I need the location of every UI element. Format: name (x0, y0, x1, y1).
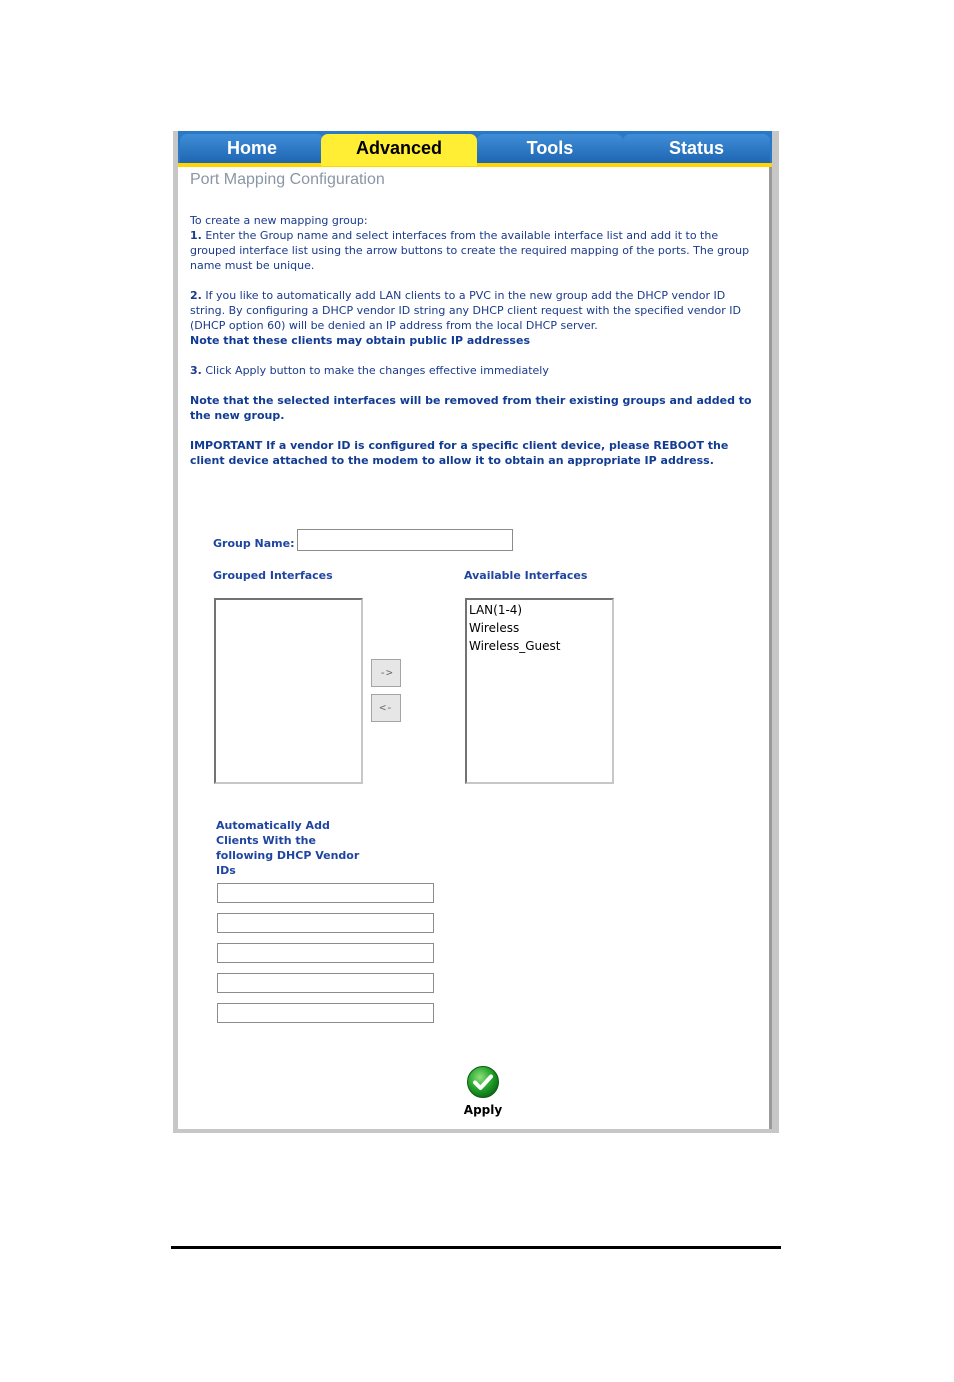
group-name-label: Group Name: (213, 537, 295, 550)
step2-number: 2. (190, 289, 202, 302)
step2-note: Note that these clients may obtain public IP addresses (190, 334, 530, 347)
tab-advanced[interactable]: Advanced (321, 134, 477, 166)
tab-status[interactable]: Status (623, 134, 770, 163)
available-interface-option[interactable]: Wireless (469, 621, 520, 635)
step3-text: Click Apply button to make the changes effective immediately (205, 364, 549, 377)
vendor-id-label: Automatically Add Clients With the following DHCP Vendor IDs (216, 819, 360, 877)
add-interface-button[interactable]: -> (371, 659, 401, 687)
intro-text: To create a new mapping group: (190, 214, 368, 227)
important-note: IMPORTANT If a vendor ID is configured for a specific client device, please REBOOT the client device attached to the modem to allow it to obtain an appropriate IP address. (190, 439, 729, 467)
step1-number: 1. (190, 229, 202, 242)
tab-home[interactable]: Home (180, 134, 324, 163)
apply-button[interactable] (463, 1065, 503, 1117)
tab-tools[interactable]: Tools (477, 134, 623, 163)
router-frame (173, 131, 779, 1133)
note-removed: Note that the selected interfaces will be removed from their existing groups and added to the new group. (190, 394, 752, 422)
available-interfaces-list[interactable] (465, 598, 614, 784)
instructions-step3 (190, 363, 755, 378)
vendor-id-input-4[interactable] (217, 973, 434, 993)
step1-text: Enter the Group name and select interfaces from the available interface list and add it to the grouped interface list using the arrow buttons to create the required mapping of the ports. The group name must be unique. (190, 229, 750, 272)
available-interface-option[interactable]: Wireless_Guest (469, 639, 561, 653)
available-interface-option[interactable]: LAN(1-4) (469, 603, 523, 617)
instructions-step1 (190, 213, 755, 273)
page-title: Port Mapping Configuration (190, 171, 385, 188)
content-panel (178, 131, 772, 1129)
available-interfaces-label: Available Interfaces (464, 569, 588, 582)
grouped-interfaces-list[interactable] (214, 598, 363, 784)
group-name-input[interactable] (297, 529, 513, 551)
grouped-interfaces-label: Grouped Interfaces (213, 569, 333, 582)
step3-number: 3. (190, 364, 202, 377)
top-nav (178, 131, 772, 166)
vendor-id-input-2[interactable] (217, 913, 434, 933)
step2-text: If you like to automatically add LAN clients to a PVC in the new group add the DHCP vendor ID string. By configuring a DHCP vendor ID string any DHCP client request with the specified vendor ID (DHCP option 60) will be denied an IP address from the local DHCP server. (190, 289, 741, 332)
vendor-id-input-3[interactable] (217, 943, 434, 963)
page-footer-rule (171, 1246, 781, 1249)
vendor-id-input-5[interactable] (217, 1003, 434, 1023)
checkmark-icon (466, 1065, 500, 1099)
apply-label: Apply (463, 1103, 503, 1117)
remove-interface-button[interactable]: <- (371, 694, 401, 722)
vendor-id-input-1[interactable] (217, 883, 434, 903)
instructions-step2 (190, 288, 755, 348)
